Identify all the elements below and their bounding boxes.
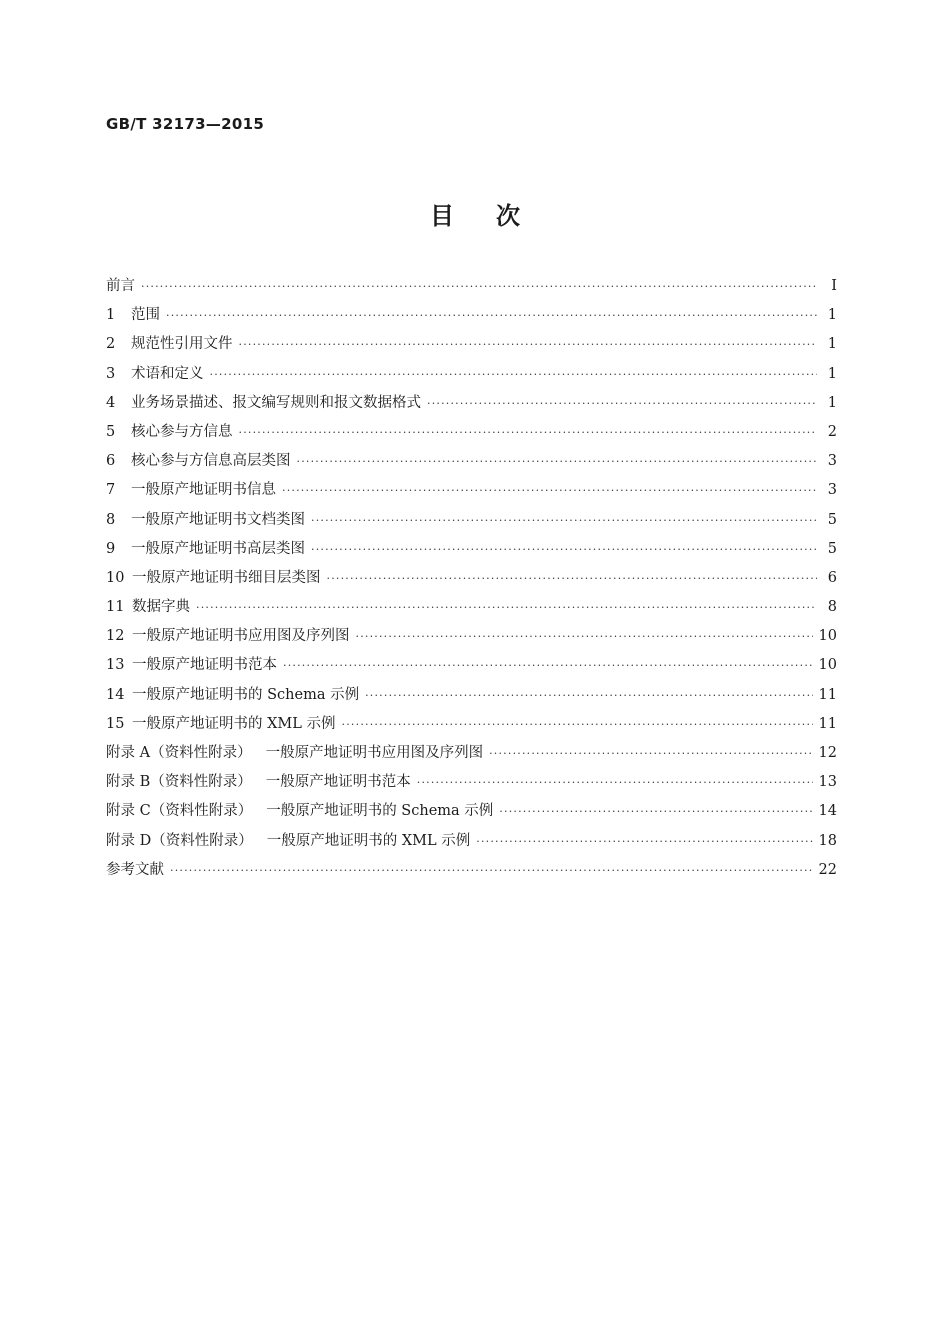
annex-label: 附录 D（资料性附录） <box>106 832 253 849</box>
toc-entry-annex-prefix <box>106 770 411 791</box>
toc-page-number: 11 <box>818 686 837 703</box>
toc-entry-text: 一般原产地证明书信息 <box>131 482 276 499</box>
toc-leader-dots <box>489 747 812 760</box>
toc-entry-13[interactable] <box>106 653 837 682</box>
toc-entry-number: 2 <box>106 336 116 353</box>
toc-entry-text: 参考文献 <box>106 861 164 878</box>
toc-entry-text: 一般原产地证明书的 Schema 示例 <box>266 803 494 820</box>
toc-entry-6[interactable] <box>106 449 837 478</box>
toc-entry-text: 前言 <box>106 278 135 294</box>
toc-leader-dots <box>239 338 818 351</box>
toc-leader-dots <box>283 659 813 672</box>
toc-list <box>106 274 837 887</box>
toc-leader-dots <box>327 572 818 585</box>
toc-leader-dots <box>166 309 817 322</box>
toc-entry-foreword[interactable] <box>106 274 837 303</box>
toc-entry-text: 一般原产地证明书文档类图 <box>131 511 305 528</box>
toc-entry-annex-prefix <box>106 741 483 762</box>
toc-leader-dots <box>282 484 817 497</box>
annex-label: 附录 B（资料性附录） <box>106 774 252 791</box>
toc-entry-number: 11 <box>106 599 125 616</box>
toc-page-number: 1 <box>827 365 837 382</box>
toc-entry-text: 一般原产地证明书应用图及序列图 <box>132 628 350 645</box>
toc-entry-number: 8 <box>106 511 116 528</box>
annex-label: 附录 A（资料性附录） <box>106 745 252 761</box>
toc-leader-dots <box>311 514 817 527</box>
toc-entry-text: 一般原产地证明书范本 <box>132 657 277 674</box>
toc-page-number: 13 <box>818 774 837 791</box>
toc-entry-12[interactable] <box>106 624 837 653</box>
toc-entry-number: 9 <box>106 540 116 557</box>
toc-entry-number: 15 <box>106 715 125 732</box>
toc-page-number: 2 <box>827 423 837 440</box>
toc-entry-2[interactable] <box>106 332 837 361</box>
toc-entry-number: 1 <box>106 307 116 324</box>
toc-entry-text: 术语和定义 <box>131 365 204 382</box>
toc-leader-dots <box>417 776 813 789</box>
toc-leader-dots <box>499 805 812 818</box>
toc-page-number: 10 <box>818 657 837 674</box>
toc-leader-dots <box>239 426 818 439</box>
toc-page-number: 14 <box>818 803 837 820</box>
toc-leader-dots <box>427 397 817 410</box>
toc-page-number: Ⅰ <box>831 278 837 294</box>
toc-page-number: 3 <box>827 453 837 470</box>
toc-entry-text: 一般原产地证明书高层类图 <box>131 540 305 557</box>
toc-page-number: 22 <box>818 861 837 878</box>
toc-entry-text: 数据字典 <box>132 599 190 616</box>
toc-entry-15[interactable] <box>106 712 837 741</box>
toc-entry-4[interactable] <box>106 391 837 420</box>
annex-label: 附录 C（资料性附录） <box>106 803 253 820</box>
toc-entry-text: 规范性引用文件 <box>131 336 233 353</box>
toc-entry-text: 核心参与方信息 <box>131 423 233 440</box>
toc-entry-annex-c[interactable] <box>106 799 837 828</box>
toc-leader-dots <box>297 455 818 468</box>
standard-code: GB/T 32173—2015 <box>106 115 265 133</box>
toc-entry-text: 一般原产地证明书细目层类图 <box>132 569 321 586</box>
toc-entry-text: 一般原产地证明书范本 <box>265 774 411 791</box>
toc-leader-dots <box>210 368 818 381</box>
toc-entry-text: 一般原产地证明书的 Schema 示例 <box>132 686 360 703</box>
toc-entry-14[interactable] <box>106 683 837 712</box>
toc-leader-dots <box>311 543 817 556</box>
toc-page-number: 1 <box>827 336 837 353</box>
toc-page-number: 10 <box>818 628 837 645</box>
toc-entry-text: 范围 <box>131 307 160 324</box>
toc-page-number: 6 <box>827 569 837 586</box>
toc-page-number: 1 <box>827 307 837 324</box>
toc-entry-text: 业务场景描述、报文编写规则和报文数据格式 <box>131 394 421 411</box>
toc-entry-number: 5 <box>106 423 116 440</box>
toc-page-number: 3 <box>827 482 837 499</box>
toc-entry-number: 6 <box>106 453 116 470</box>
toc-entry-text: 核心参与方信息高层类图 <box>131 453 291 470</box>
toc-title-part2: 次 <box>496 202 520 230</box>
toc-leader-dots <box>342 718 813 731</box>
toc-entry-number: 12 <box>106 628 125 645</box>
toc-entry-text: 一般原产地证明书的 XML 示例 <box>132 715 336 732</box>
toc-entry-annex-prefix <box>106 799 493 820</box>
toc-leader-dots <box>356 630 813 643</box>
toc-entry-11[interactable] <box>106 595 837 624</box>
toc-entry-8[interactable] <box>106 508 837 537</box>
toc-entry-number: 3 <box>106 365 116 382</box>
toc-entry-number: 7 <box>106 482 116 499</box>
toc-entry-number: 4 <box>106 394 116 411</box>
toc-title-part1: 目 <box>430 202 454 230</box>
toc-entry-1[interactable] <box>106 303 837 332</box>
toc-entry-7[interactable] <box>106 478 837 507</box>
toc-leader-dots <box>141 280 817 293</box>
toc-entry-number: 14 <box>106 686 125 703</box>
toc-entry-5[interactable] <box>106 420 837 449</box>
toc-entry-annex-b[interactable] <box>106 770 837 799</box>
toc-entry-annex-a[interactable] <box>106 741 837 770</box>
toc-page-number: 5 <box>827 511 837 528</box>
toc-entry-annex-prefix <box>106 829 470 850</box>
toc-page-number: 12 <box>818 745 837 761</box>
toc-entry-3[interactable] <box>106 362 837 391</box>
toc-entry-10[interactable] <box>106 566 837 595</box>
toc-page-number: 8 <box>827 599 837 616</box>
toc-page-number: 18 <box>818 832 837 849</box>
toc-entry-annex-d[interactable] <box>106 829 837 858</box>
toc-leader-dots <box>476 835 812 848</box>
toc-entry-9[interactable] <box>106 537 837 566</box>
toc-leader-dots <box>170 864 813 877</box>
toc-entry-number: 10 <box>106 569 125 586</box>
toc-page-number: 5 <box>827 540 837 557</box>
toc-entry-text: 一般原产地证明书应用图及序列图 <box>265 745 484 761</box>
toc-leader-dots <box>365 689 812 702</box>
toc-title <box>0 196 950 231</box>
toc-entry-bibliography[interactable] <box>106 858 837 887</box>
toc-leader-dots <box>196 601 817 614</box>
toc-page-number: 11 <box>818 715 837 732</box>
toc-entry-text: 一般原产地证明书的 XML 示例 <box>266 832 471 849</box>
toc-entry-number: 13 <box>106 657 125 674</box>
toc-page-number: 1 <box>827 394 837 411</box>
